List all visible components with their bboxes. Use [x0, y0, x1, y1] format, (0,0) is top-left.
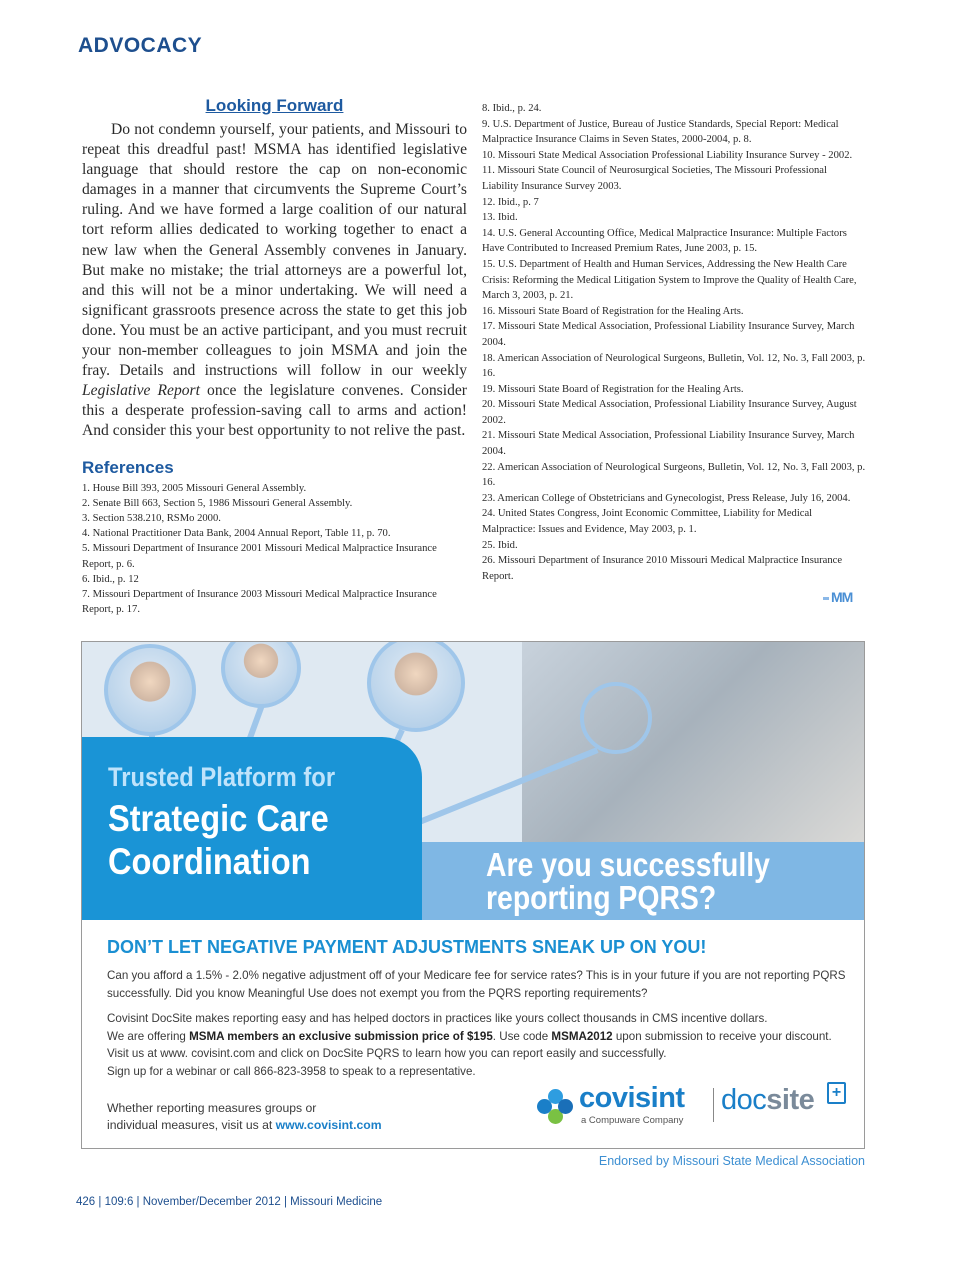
references-list-left [82, 481, 467, 618]
ad-paragraph-1: Can you afford a 1.5% - 2.0% negative adjustment off of your Medicare fee for service rates? This is in your future if you are not reporting PQRS successfully. Did you know Meaningful Use does not exempt you from the PQRS reporting requirements? [107, 969, 846, 1000]
reference-item: 24. United States Congress, Joint Economic Committee, Liability for Medical Malpractice: Issues and Evidence, May 2003, p. 1. [482, 508, 813, 536]
reference-item: 3. Section 538.210, RSMo 2000. [82, 512, 221, 524]
docsite-plus-icon: + [827, 1082, 846, 1104]
reference-item: 7. Missouri Department of Insurance 2003 Missouri Medical Malpractice Insurance Report, p. 17. [82, 588, 437, 616]
reference-item: 5. Missouri Department of Insurance 2001 Missouri Medical Malpractice Insurance Report, p. 6. [82, 543, 437, 570]
article-body: Do not condemn yourself, your patients, and Missouri to repeat this dreadful past! MSMA has identified legislative language that should restore the cap on non-economic damages in a manner that circumvents the Supreme Court’s ruling. And we have formed a large coalition of our natural tort reform allies dedicated to working together to enact a new law when the General Assembly convenes in January. But make no mistake; the trial attorneys are a powerful lot, and this will not be a minor undertaking. We will need a significant grassroots presence across the state to get this job done. You must be an active participant, and you must recruit your non-member colleagues to join MSMA and join the fray. Details and instructions will follow in our weekly Legislative Report once the legislature convenes. Consider this a desperate profession-saving call to arms and action! And consider this your best opportunity to not relive the past. [82, 121, 467, 440]
nurse-photo-circle [104, 644, 196, 736]
ad-hero [82, 642, 865, 920]
logo-divider [713, 1088, 714, 1122]
xray-magnifier-circle [580, 682, 652, 754]
covisint-advertisement[interactable] [81, 641, 865, 1149]
reference-item: 19. Missouri State Board of Registration for the Healing Arts. [482, 383, 744, 395]
reference-item: 18. American Association of Neurological Surgeons, Bulletin, Vol. 12, No. 3, Fall 2003, p. 16. [482, 352, 866, 380]
reference-item: 11. Missouri State Council of Neurosurgical Societies, The Missouri Professional Liability Insurance Survey 2003. [482, 165, 827, 192]
reference-item: 12. Ibid., p. 7 [482, 196, 539, 208]
section-label: ADVOCACY [78, 34, 203, 57]
surgeons-photo-circle [367, 642, 465, 732]
reference-item: 6. Ibid., p. 12 [82, 573, 139, 585]
page-footer: 426 | 109:6 | November/December 2012 | Missouri Medicine [76, 1196, 383, 1208]
article-heading: Looking Forward [205, 96, 344, 115]
reference-item: 15. U.S. Department of Health and Human Services, Addressing the New Health Care Crisis: Reforming the Medical Litigation System to Improve the Quality of Health Care, March 3, 2003, p. 21. [482, 258, 857, 302]
reference-item: 21. Missouri State Medical Association, Professional Liability Insurance Survey, March 2004. [482, 430, 855, 458]
references-column-right [482, 101, 866, 584]
end-mark-bar-icon [823, 597, 829, 600]
legislative-report-title: Legislative Report [82, 382, 200, 400]
doctor-phone-photo-circle [221, 642, 301, 708]
pqrs-question: Are you successfully reporting PQRS? [486, 846, 770, 916]
reference-item: 25. Ibid. [482, 539, 518, 551]
article-column [82, 96, 467, 617]
reference-item: 17. Missouri State Medical Association, Professional Liability Insurance Survey, March 2004. [482, 321, 855, 348]
tagline-large: Strategic Care Coordination [108, 798, 329, 882]
reference-item: 2. Senate Bill 663, Section 5, 1986 Missouri General Assembly. [82, 497, 353, 509]
reference-item: 23. American College of Obstetricians and Gynecologist, Press Release, July 16, 2004. [482, 492, 851, 504]
reference-item: 26. Missouri Department of Insurance 2010 Missouri Medical Malpractice Insurance Report. [482, 555, 843, 582]
reference-item: 1. House Bill 393, 2005 Missouri General Assembly. [82, 482, 307, 494]
covisint-link[interactable]: www.covisint.com [275, 1117, 382, 1132]
tagline-small: Trusted Platform for [108, 762, 336, 792]
docsite-wordmark: docsite [721, 1084, 815, 1116]
reference-item: 14. U.S. General Accounting Office, Medical Malpractice Insurance: Multiple Factors Have Contributed to Increased Premium Rates, June 2003, p. 15. [482, 227, 847, 255]
reference-item: 9. U.S. Department of Justice, Bureau of Justice Standards, Special Report: Medical Malpractice Insurance Claims in Seven States, 2000-2004, p. 8. [482, 118, 839, 146]
reference-item: 8. Ibid., p. 24. [482, 103, 542, 114]
reference-item: 16. Missouri State Board of Registration for the Healing Arts. [482, 305, 744, 317]
references-list-right [482, 101, 866, 584]
covisint-dots-icon [537, 1089, 573, 1125]
covisint-docsite-logo [537, 1082, 847, 1132]
covisint-wordmark: covisint [579, 1082, 685, 1114]
endorsement-note: Endorsed by Missouri State Medical Association [598, 1154, 865, 1168]
references-heading: References [82, 457, 174, 477]
covisint-subtitle: a Compuware Company [581, 1115, 684, 1126]
reference-item: 10. Missouri State Medical Association Professional Liability Insurance Survey - 2002. [482, 149, 853, 161]
ad-paragraph-2: Covisint DocSite makes reporting easy and has helped doctors in practices like yours collect thousands in CMS incentive dollars. We are offering MSMA members an exclusive submission price of $195. Use code MSMA2012 upon submission to receive your discount. Visit us at www. covisint.com and click on DocSite PQRS to learn how you can report easily and successfully. Sign up for a webinar or call 866-823-3958 to speak to a representative. [107, 1012, 832, 1078]
reference-item: 20. Missouri State Medical Association, Professional Liability Insurance Survey, August 2002. [482, 399, 857, 426]
reference-item: 22. American Association of Neurological Surgeons, Bulletin, Vol. 12, No. 3, Fall 2003, p. 16. [482, 461, 866, 489]
missouri-medicine-end-mark: MM [823, 589, 852, 605]
ad-visit-text: Whether reporting measures groups or individual measures, visit us at www.covisint.com [107, 1101, 382, 1132]
ad-headline: DON’T LET NEGATIVE PAYMENT ADJUSTMENTS SNEAK UP ON YOU! [107, 937, 707, 957]
reference-item: 4. National Practitioner Data Bank, 2004 Annual Report, Table 11, p. 70. [82, 528, 391, 540]
reference-item: 13. Ibid. [482, 212, 518, 224]
